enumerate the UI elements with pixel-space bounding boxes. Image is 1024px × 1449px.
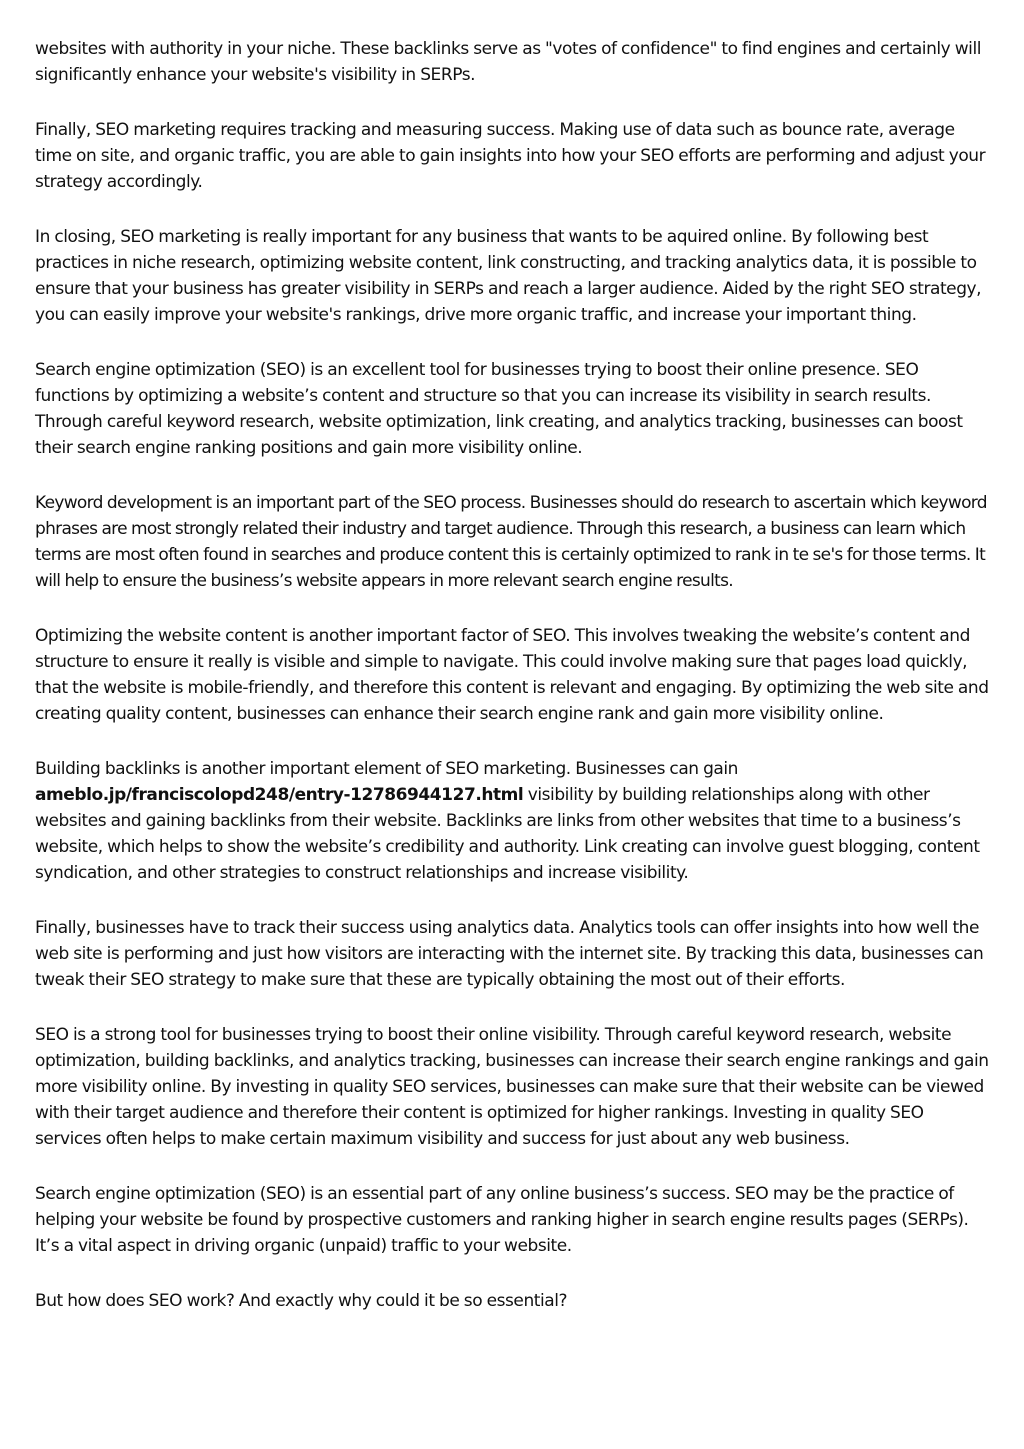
paragraph-seo-essential: Search engine optimization (SEO) is an essential part of any online business’s success. SEO may be the practice of helping your website be found by prospective customers and ranking higher in search engine results pages (SERPs). It’s a vital aspect in driving organic (unpaid) traffic to your website.: [35, 1184, 969, 1256]
backlinks-text-after: visibility by building relationships along with other websites and gaining backlinks from their website. Backlinks are links from other websites that time to a business’s website, which helps to show the website’s credibility and authority. Link creating can involve guest blogging, content syndication, and other strategies to construct relationships and increase visibility.: [35, 785, 980, 883]
paragraph-closing: In closing, SEO marketing is really important for any business that wants to be aquired online. By following best practices in niche research, optimizing website content, link constructing, and tracking analytics data, it is possible to ensure that your business has greater visibility in SERPs and reach a larger audience. Aided by the right SEO strategy, you can easily improve your website's rankings, drive more organic traffic, and increase your important thing.: [35, 227, 982, 325]
paragraph-how-seo-works: But how does SEO work? And exactly why could it be so essential?: [35, 1291, 568, 1311]
document-body: [35, 36, 993, 1343]
paragraph-website-content: Optimizing the website content is another important factor of SEO. This involves tweaking the website’s content and structure to ensure it really is visible and simple to navigate. This could involve making sure that pages load quickly, that the website is mobile-friendly, and therefore this content is relevant and engaging. By optimizing the web site and creating quality content, businesses can enhance their search engine rank and gain more visibility online.: [35, 626, 989, 724]
paragraph-analytics-tracking: Finally, businesses have to track their success using analytics data. Analytics tools can offer insights into how well the web site is performing and just how visitors are interacting with the internet site. By tracking this data, businesses can tweak their SEO strategy to make sure that these are typically obtaining the most out of their efforts.: [35, 918, 984, 990]
backlinks-text-before: Building backlinks is another important element of SEO marketing. Businesses can gain: [35, 759, 738, 779]
article-link[interactable]: ameblo.jp/franciscolopd248/entry-12786944127.html: [35, 785, 524, 805]
paragraph-keyword-development: Keyword development is an important part of the SEO process. Businesses should do research to ascertain which keyword phrases are most strongly related their industry and target audience. Through this research, a business can learn which terms are most often found in searches and produce content this is certainly optimized to rank in te se's for those terms. It will help to ensure the business’s website appears in more relevant search engine results.: [35, 493, 987, 591]
paragraph-backlinks-intro: websites with authority in your niche. These backlinks serve as "votes of confidence" to find engines and certainly will significantly enhance your website's visibility in SERPs.: [35, 39, 982, 85]
paragraph-tracking-success: Finally, SEO marketing requires tracking and measuring success. Making use of data such as bounce rate, average time on site, and organic traffic, you are able to gain insights into how your SEO efforts are performing and adjust your strategy accordingly.: [35, 120, 986, 192]
paragraph-seo-strong-tool: SEO is a strong tool for businesses trying to boost their online visibility. Through careful keyword research, website optimization, building backlinks, and analytics tracking, businesses can increase their search engine rankings and gain more visibility online. By investing in quality SEO services, businesses can make sure that their website can be viewed with their target audience and therefore their content is optimized for higher rankings. Investing in quality SEO services often helps to make certain maximum visibility and success for just about any web business.: [35, 1025, 989, 1149]
paragraph-seo-overview: Search engine optimization (SEO) is an excellent tool for businesses trying to boost their online presence. SEO functions by optimizing a website’s content and structure so that you can increase its visibility in search results. Through careful keyword research, website optimization, link creating, and analytics tracking, businesses can boost their search engine ranking positions and gain more visibility online.: [35, 360, 963, 458]
paragraph-building-backlinks: [35, 756, 993, 886]
